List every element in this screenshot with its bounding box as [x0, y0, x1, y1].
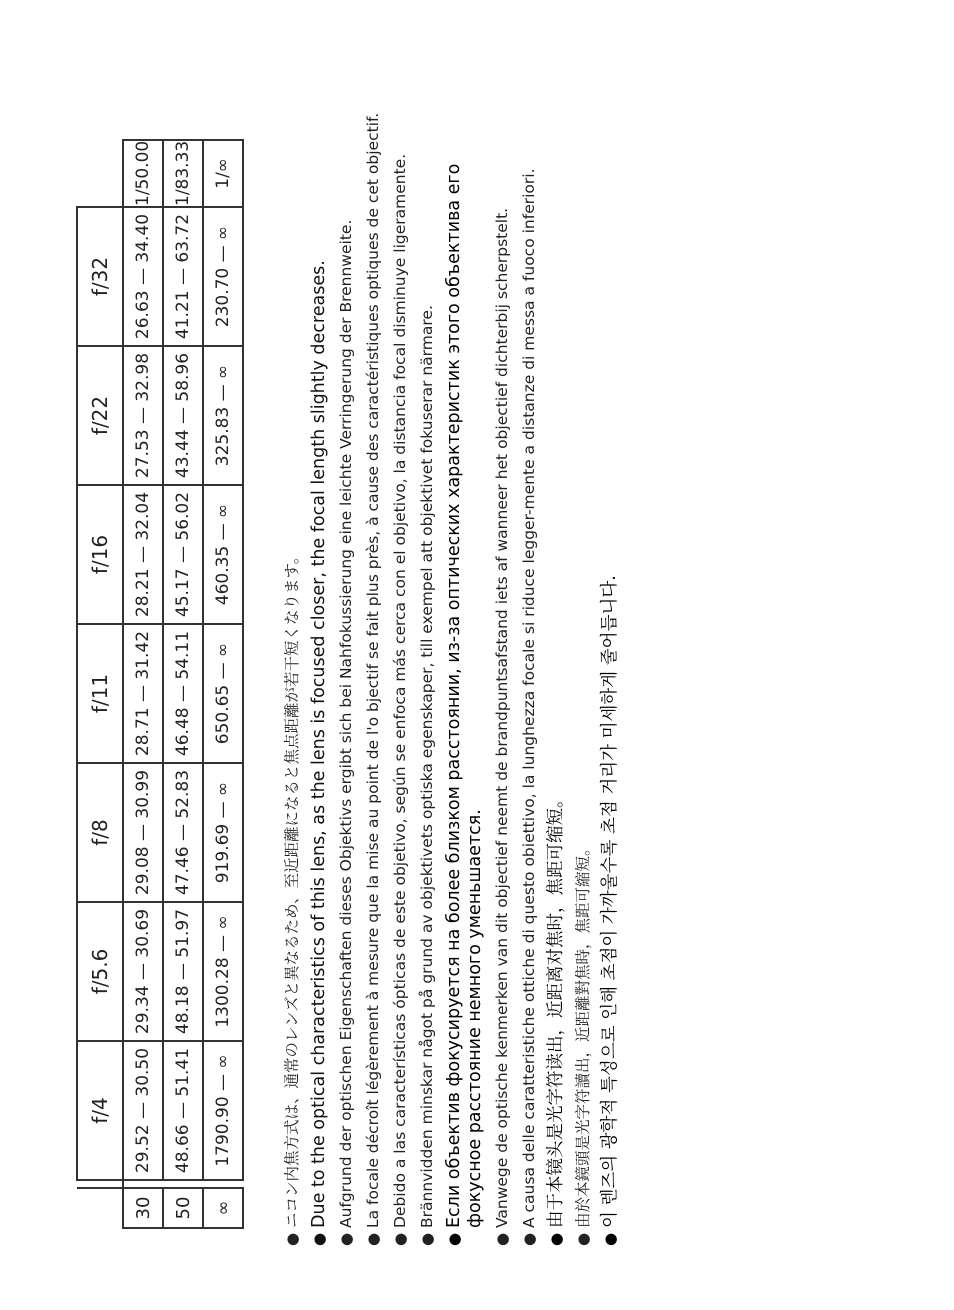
range-cell: 29.34 — 30.69: [123, 902, 163, 1041]
bullet: ●: [493, 1232, 511, 1246]
range-cell: 28.21 — 32.04: [123, 485, 163, 624]
table-spacer: [123, 1180, 163, 1188]
note-text: Aufgrund der optischen Eigenschaften dieses Objektivs ergibt sich bei Nahfokussierung eine leichte Verringerung der Brennweite.: [337, 219, 355, 1228]
note-english: [309, 70, 330, 1250]
depth-of-field-table: [76, 139, 244, 1229]
note-dutch: [492, 70, 513, 1250]
aperture-header: f/22: [77, 346, 123, 485]
ratio-cell: 1/∞: [203, 140, 243, 207]
range-cell: 48.18 — 51.97: [163, 902, 203, 1041]
distance-cell: 50: [163, 1188, 203, 1228]
aperture-header: f/16: [77, 485, 123, 624]
range-cell: 47.46 — 52.83: [163, 763, 203, 902]
aperture-header: f/8: [77, 763, 123, 902]
range-cell: 29.52 — 30.50: [123, 1041, 163, 1180]
bullet: ●: [391, 1232, 409, 1246]
note-text: Brännvidden minskar något på grund av objektivets optiska egenskaper, till exempel att objektivet fokuserar närmare.: [418, 305, 436, 1228]
note-swedish: [417, 70, 438, 1250]
range-cell: 650.65 — ∞: [203, 624, 243, 763]
range-cell: 325.83 — ∞: [203, 346, 243, 485]
note-text: 이 렌즈의 광학적 특성으로 인해 초점이 가까울수록 초점 거리가 미세하게 줄어듭니다.: [600, 575, 620, 1228]
range-cell: 460.35 — ∞: [203, 485, 243, 624]
aperture-header: f/4: [77, 1041, 123, 1180]
bullet: ●: [418, 1232, 436, 1246]
note-text: Если объектив фокусируется на более близком расстоянии, из-за оптических характеристик этого объектива его фокусное расстояние немного уменьшается.: [444, 163, 485, 1228]
aperture-header: f/11: [77, 624, 123, 763]
distance-cell: ∞: [203, 1188, 243, 1228]
bullet: ●: [364, 1232, 382, 1246]
note-text: Due to the optical characteristics of this lens, as the lens is focused closer, the focal length slightly decreases.: [309, 260, 329, 1228]
note-german: [336, 70, 357, 1250]
bullet: ●: [601, 1232, 619, 1246]
note-russian: [444, 70, 486, 1250]
note-text: Vanwege de optische kenmerken van dit objectief neemt de brandpuntsafstand iets af wanneer het objectief dichterbij scherpstelt.: [493, 207, 511, 1228]
note-chinese-traditional: [573, 70, 594, 1250]
note-spanish: [390, 70, 411, 1250]
note-text: ニコン内焦方式は、通常のレンズと異なるため、至近距離になると焦点距離が若干短くなります。: [283, 548, 301, 1228]
distance-cell: 30: [123, 1188, 163, 1228]
focal-length-notes: [282, 70, 627, 1250]
range-cell: 29.08 — 30.99: [123, 763, 163, 902]
bullet: ●: [310, 1232, 328, 1246]
bullet: ●: [445, 1232, 463, 1246]
aperture-header: f/5.6: [77, 902, 123, 1041]
bullet: ●: [337, 1232, 355, 1246]
range-cell: 26.63 — 34.40: [123, 207, 163, 346]
table-corner: [77, 1188, 123, 1228]
table-spacer: [77, 1180, 123, 1188]
bullet: ●: [547, 1232, 565, 1246]
table-spacer: [163, 1180, 203, 1188]
table-spacer: [203, 1180, 243, 1188]
note-text: 由於本鏡頭是光字符讀出，近距離對焦時，焦距可縮短。: [574, 840, 592, 1228]
range-cell: 919.69 — ∞: [203, 763, 243, 902]
range-cell: 41.21 — 63.72: [163, 207, 203, 346]
note-italian: [519, 70, 540, 1250]
range-cell: 230.70 — ∞: [203, 207, 243, 346]
note-french: [363, 70, 384, 1250]
note-japanese: [282, 70, 303, 1250]
aperture-header: f/32: [77, 207, 123, 346]
ratio-cell: 1/83.33: [163, 140, 203, 207]
bullet: ●: [520, 1232, 538, 1246]
ratio-header: [77, 140, 123, 207]
note-text: La focale décroît légèrement à mesure que la mise au point de l'o bjectif se fait plus près, à cause des caractéristiques optiques de cet objectif.: [364, 112, 382, 1228]
note-text: A causa delle caratteristiche ottiche di questo obiettivo, la lunghezza focale si riduce legger-mente a distanze di messa a fuoco inferiori.: [520, 168, 538, 1228]
range-cell: 28.71 — 31.42: [123, 624, 163, 763]
table-row: [163, 140, 203, 1228]
note-korean: [600, 70, 621, 1250]
note-text: Debido a las características ópticas de este objetivo, según se enfoca más cerca con el objetivo, la distancia focal disminuye ligeramente.: [391, 153, 409, 1228]
range-cell: 1790.90 — ∞: [203, 1041, 243, 1180]
note-text: 由于本镜头是光字符读出，近距离对焦时，焦距可缩短。: [546, 790, 566, 1228]
bullet: ●: [283, 1232, 301, 1246]
range-cell: 46.48 — 54.11: [163, 624, 203, 763]
range-cell: 48.66 — 51.41: [163, 1041, 203, 1180]
bullet: ●: [574, 1232, 592, 1246]
table-row: [203, 140, 243, 1228]
ratio-cell: 1/50.00: [123, 140, 163, 207]
table-row: [123, 140, 163, 1228]
range-cell: 45.17 — 56.02: [163, 485, 203, 624]
range-cell: 43.44 — 58.96: [163, 346, 203, 485]
range-cell: 1300.28 — ∞: [203, 902, 243, 1041]
range-cell: 27.53 — 32.98: [123, 346, 163, 485]
note-chinese-simplified: [546, 70, 567, 1250]
aperture-header-row: [77, 140, 123, 1228]
